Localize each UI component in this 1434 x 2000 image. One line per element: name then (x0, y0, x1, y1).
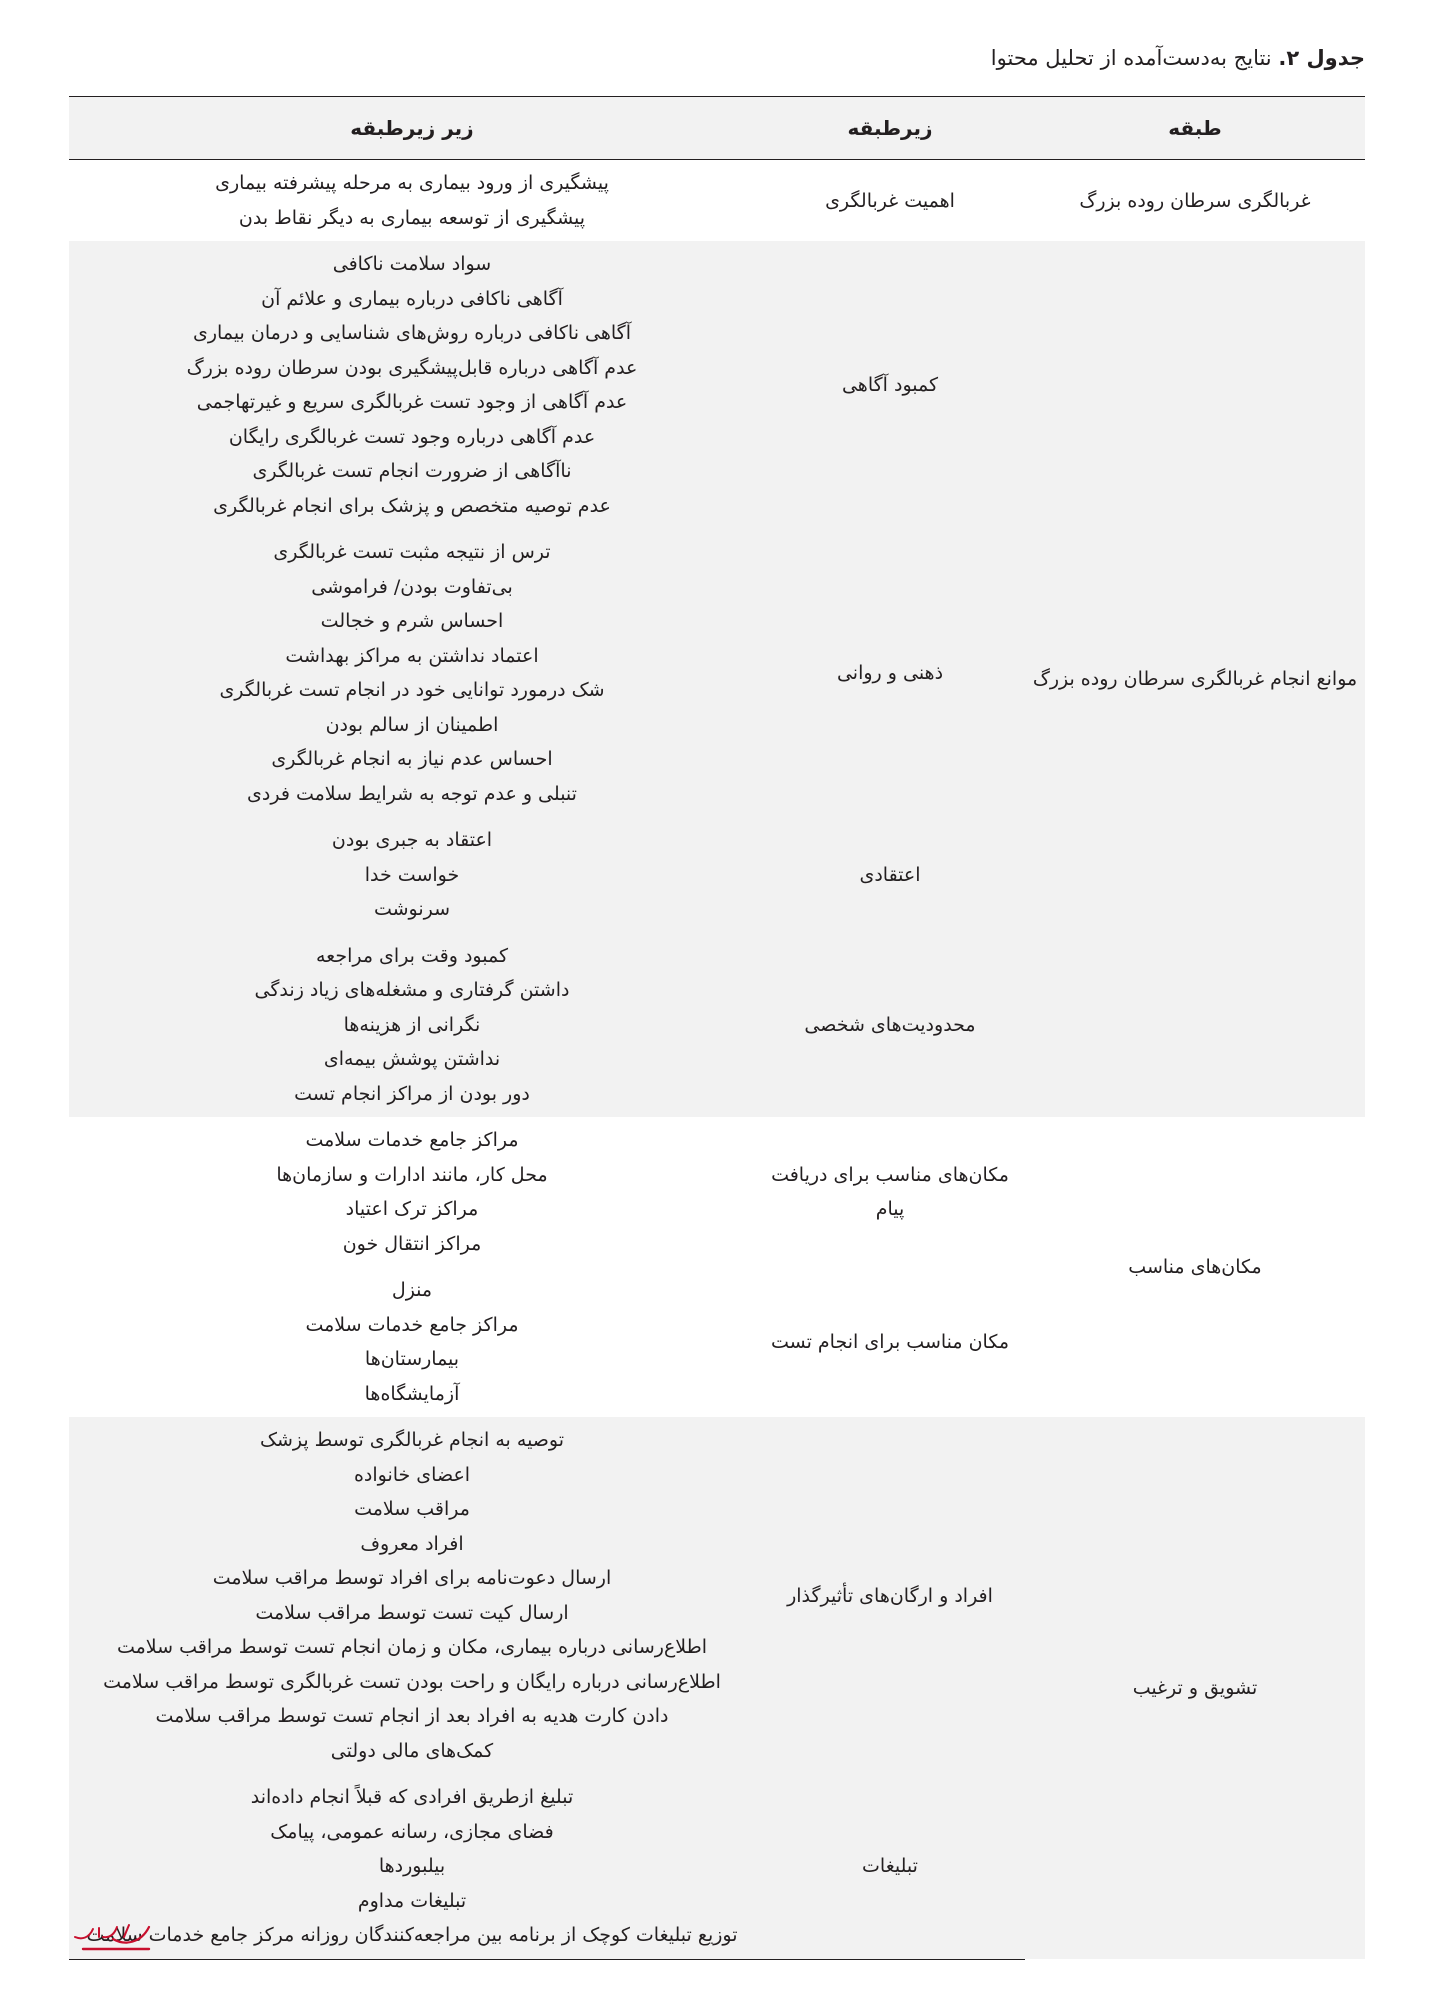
subcategory-cell (755, 1117, 1025, 1267)
list-item: آزمایشگاه‌ها (364, 1382, 460, 1405)
subcategory-label: اهمیت غربالگری (825, 189, 955, 212)
list-item: ارسال دعوت‌نامه برای افراد توسط مراقب سلامت (212, 1567, 612, 1589)
list-item: کمبود وقت برای مراجعه (315, 944, 509, 967)
list-item: بی‌تفاوت بودن/ فراموشی (311, 575, 513, 598)
list-item: عدم آگاهی از وجود تست غربالگری سریع و غیرتهاجمی (196, 391, 628, 413)
item-list (69, 817, 755, 933)
item-list (69, 1267, 755, 1417)
item-list (69, 1417, 755, 1774)
item-list (69, 933, 755, 1118)
header-subcategory: زیرطبقه (755, 97, 1025, 160)
list-item: اعتماد نداشتن به مراکز بهداشت (285, 644, 539, 667)
list-item: منزل (391, 1279, 433, 1301)
list-item: داشتن گرفتاری و مشغله‌های زیاد زندگی (254, 979, 570, 1001)
subcategory-label: اعتقادی (859, 863, 921, 886)
list-item: عدم توصیه متخصص و پزشک برای انجام غربالگری (213, 494, 611, 517)
list-item: دادن کارت هدیه به افراد بعد از انجام تست توسط مراقب سلامت (155, 1705, 669, 1727)
sub-subcategory-cell (69, 160, 755, 242)
list-item: نداشتن پوشش بیمه‌ای (323, 1048, 501, 1070)
list-item: توزیع تبلیغات کوچک از برنامه بین مراجعه‌کنندگان روزانه مرکز جامع خدمات سلامت (86, 1924, 738, 1946)
list-item: پیشگیری از توسعه بیماری به دیگر نقاط بدن (238, 206, 586, 229)
subcategory-cell (755, 1774, 1025, 1959)
sub-subcategory-cell (69, 241, 755, 529)
list-item: شک درمورد توانایی خود در انجام تست غربالگری (219, 679, 605, 701)
subcategory-label: تبلیغات (862, 1855, 918, 1878)
list-item: فضای مجازی، رسانه عمومی، پیامک (270, 1820, 554, 1843)
list-item: عدم آگاهی درباره قابل‌پیشگیری بودن سرطان روده بزرگ (186, 356, 638, 379)
results-table (69, 96, 1365, 1960)
category-cell (1025, 1117, 1365, 1417)
list-item: نگرانی از هزینه‌ها (343, 1013, 481, 1036)
sub-subcategory-cell (69, 817, 755, 933)
list-item: تنبلی و عدم توجه به شرایط سلامت فردی (247, 782, 577, 805)
category-label: موانع انجام غربالگری سرطان روده بزرگ (1032, 668, 1358, 690)
sub-subcategory-cell (69, 1417, 755, 1774)
list-item: آگاهی ناکافی درباره روش‌های شناسایی و درمان بیماری (193, 322, 631, 344)
list-item: احساس شرم و خجالت (320, 610, 504, 632)
subcategory-label: کمبود آگاهی (841, 374, 939, 396)
category-cell (1025, 1417, 1365, 1959)
list-item: خواست خدا (364, 863, 460, 886)
list-item: مراکز ترک اعتیاد (345, 1198, 479, 1220)
list-item: مراکز جامع خدمات سلامت (305, 1129, 519, 1151)
list-item: مراکز جامع خدمات سلامت (305, 1313, 519, 1336)
sub-subcategory-cell (69, 1267, 755, 1417)
list-item: پیشگیری از ورود بیماری به مرحله پیشرفته بیماری (215, 172, 609, 194)
list-item: بیلبوردها (378, 1855, 446, 1877)
category-label: غربالگری سرطان روده بزرگ (1079, 189, 1311, 212)
list-item: اطلاع‌رسانی درباره رایگان و راحت بودن تست غربالگری توسط مراقب سلامت (103, 1670, 721, 1693)
subcategory-cell (755, 1417, 1025, 1774)
list-item: اطلاع‌رسانی درباره بیماری، مکان و زمان انجام تست توسط مراقب سلامت (116, 1636, 708, 1658)
subcategory-cell (755, 817, 1025, 933)
journal-logo (69, 1921, 153, 1957)
subcategory-label: مکان مناسب برای انجام تست (770, 1331, 1010, 1353)
category-label: تشویق و ترغیب (1132, 1677, 1258, 1699)
table-row (69, 1117, 1365, 1267)
item-list (69, 529, 755, 817)
header-row (69, 97, 1365, 160)
table-caption (991, 46, 1365, 70)
list-item: دور بودن از مراکز انجام تست (294, 1082, 530, 1105)
list-item: آگاهی ناکافی درباره بیماری و علائم آن (261, 287, 563, 310)
header-sub-subcategory: زیر زیرطبقه (69, 97, 755, 160)
list-item: اعتقاد به جبری بودن (331, 829, 493, 851)
list-item: کمک‌های مالی دولتی (330, 1739, 494, 1762)
list-item: ناآگاهی از ضرورت انجام تست غربالگری (252, 460, 572, 482)
category-cell (1025, 241, 1365, 1117)
table-row (69, 241, 1365, 529)
list-item: بیمارستان‌ها (364, 1348, 460, 1370)
subcategory-cell (755, 160, 1025, 242)
list-item: محل کار، مانند ادارات و سازمان‌ها (276, 1163, 548, 1186)
table-row (69, 1417, 1365, 1774)
list-item: توصیه به انجام غربالگری توسط پزشک (259, 1429, 565, 1451)
item-list (69, 241, 755, 529)
sub-subcategory-cell (69, 1774, 755, 1959)
list-item: افراد معروف (360, 1532, 464, 1555)
table-row (69, 160, 1365, 242)
subcategory-label: مکان‌های مناسب برای دریافت پیام (771, 1164, 1009, 1220)
caption-label: جدول ۲. (1278, 46, 1365, 70)
list-item: سرنوشت (373, 898, 451, 920)
header-category: طبقه (1025, 97, 1365, 160)
list-item: سواد سلامت ناکافی (332, 253, 492, 275)
category-cell (1025, 160, 1365, 242)
list-item: تبلیغ ازطریق افرادی که قبلاً انجام داده‌اند (250, 1786, 574, 1808)
item-list (69, 160, 755, 241)
list-item: احساس عدم نیاز به انجام غربالگری (271, 748, 553, 770)
subcategory-label: افراد و ارگان‌های تأثیرگذار (787, 1584, 993, 1607)
list-item: مراقب سلامت (354, 1498, 470, 1520)
subcategory-cell (755, 933, 1025, 1118)
list-item: عدم آگاهی درباره وجود تست غربالگری رایگان (228, 425, 596, 448)
table-body (69, 160, 1365, 1960)
list-item: تبلیغات مداوم (357, 1889, 467, 1912)
caption-text: نتایج به‌دست‌آمده از تحلیل محتوا (990, 46, 1279, 70)
subcategory-cell (755, 529, 1025, 817)
list-item: اعضای خانواده (353, 1463, 471, 1486)
category-label: مکان‌های مناسب (1128, 1256, 1262, 1278)
subcategory-label: ذهنی و روانی (836, 662, 944, 684)
list-item: اطمینان از سالم بودن (325, 713, 499, 736)
subcategory-cell (755, 241, 1025, 529)
sub-subcategory-cell (69, 933, 755, 1118)
list-item: ترس از نتیجه مثبت تست غربالگری (273, 541, 551, 563)
list-item: مراکز انتقال خون (342, 1232, 482, 1255)
subcategory-label: محدودیت‌های شخصی (804, 1013, 976, 1036)
sub-subcategory-cell (69, 1117, 755, 1267)
list-item: ارسال کیت تست توسط مراقب سلامت (255, 1601, 569, 1624)
subcategory-cell (755, 1267, 1025, 1417)
sub-subcategory-cell (69, 529, 755, 817)
item-list (69, 1117, 755, 1267)
item-list (69, 1774, 755, 1959)
